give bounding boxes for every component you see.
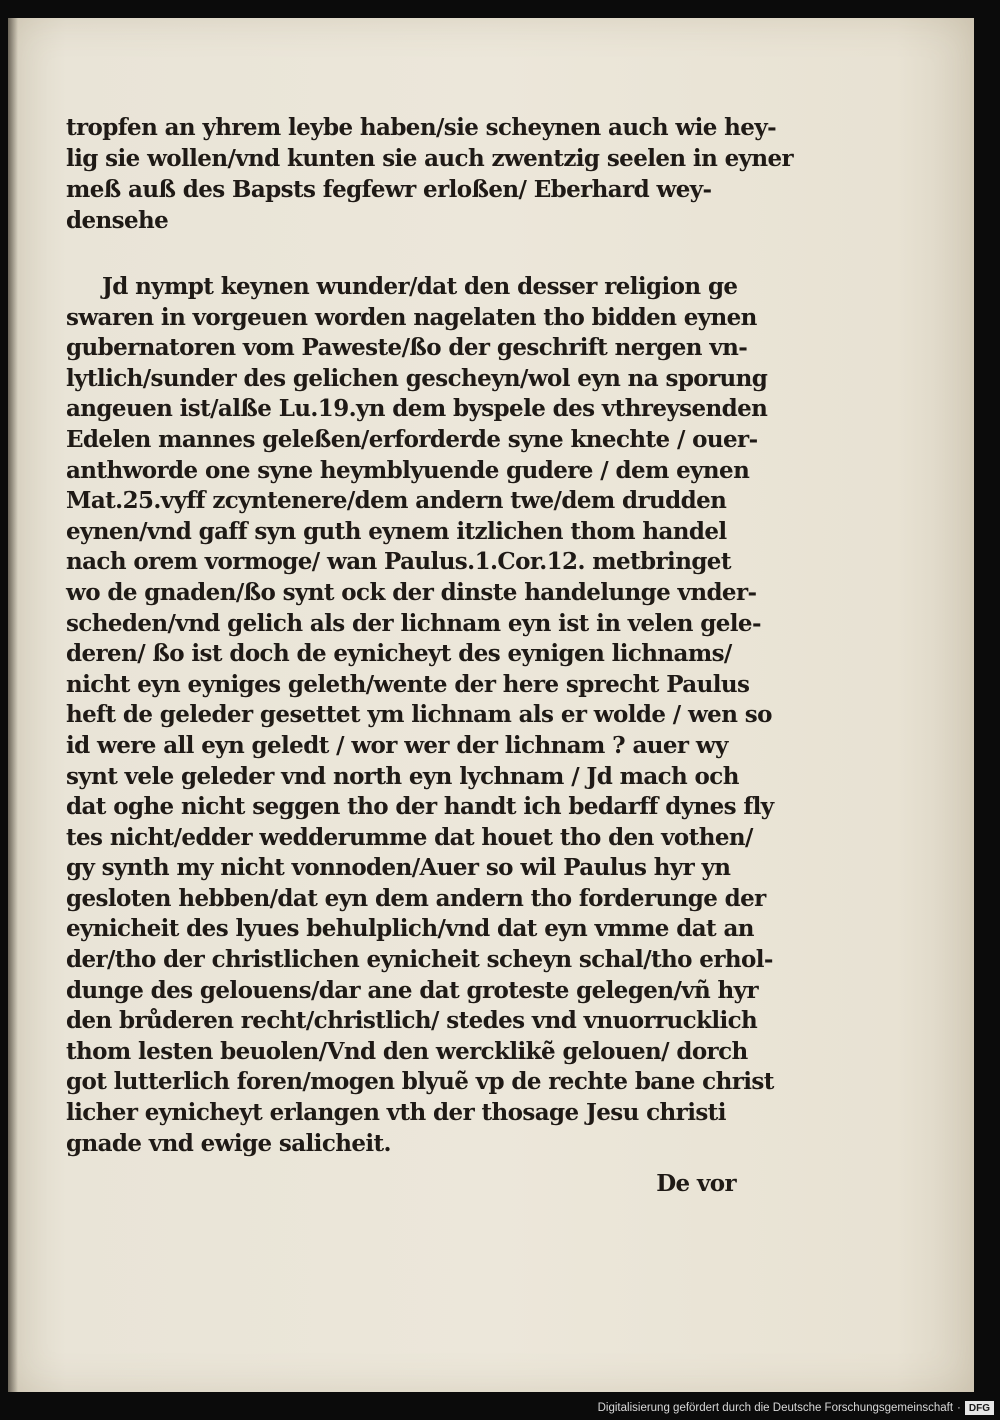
text-line: got lutterlich foren/mogen blyuẽ vp de rechte bane christ	[66, 1068, 774, 1096]
text-line: der/tho der christlichen eynicheit scheyn schal/tho erhol-	[66, 946, 773, 974]
text-line: gubernatoren vom Paweste/ßo der geschrift nergen vn-	[66, 334, 748, 362]
text-line: lig sie wollen/vnd kunten sie auch zwentzig seelen in eyner	[66, 145, 794, 172]
dfg-logo: DFG	[965, 1401, 994, 1415]
text-line: wo de gnaden/ßo synt ock der dinste handelunge vnder-	[66, 578, 757, 606]
footer-separator: ·	[957, 1402, 961, 1414]
text-line: deren/ ßo ist doch de eynicheyt des eynigen lichnams/	[66, 640, 732, 668]
text-line: Mat.25.vyff zcyntenere/dem andern twe/dem drudden	[66, 487, 727, 515]
paragraph-gap	[66, 236, 766, 272]
text-line: angeuen ist/alße Lu.19.yn dem byspele des vthreysenden	[66, 395, 768, 423]
scanned-page	[8, 18, 974, 1392]
text-line: den brůderen recht/christlich/ stedes vnd vnuorrucklich	[66, 1007, 758, 1035]
text-line: eynen/vnd gaff syn guth eynem itzlichen thom handel	[66, 517, 727, 545]
text-line: gy synth my nicht vonnoden/Auer so wil Paulus hyr yn	[66, 854, 731, 882]
text-line: eynicheit des lyues behulplich/vnd dat eyn vmme dat an	[66, 915, 754, 943]
text-line: gesloten hebben/dat eyn dem andern tho forderunge der	[66, 884, 766, 912]
text-line: dunge des gelouens/dar ane dat groteste gelegen/vñ hyr	[66, 976, 758, 1004]
text-line: anthworde one syne heymblyuende gudere / dem eynen	[66, 456, 750, 484]
text-line: swaren in vorgeuen worden nagelaten tho bidden eynen	[66, 303, 757, 331]
digitization-footer	[598, 1399, 994, 1417]
text-line: tropfen an yhrem leybe haben/sie scheynen auch wie hey-	[66, 114, 777, 141]
text-line: thom lesten beuolen/Vnd den wercklikẽ gelouen/ dorch	[66, 1037, 748, 1065]
text-line: nicht eyn eyniges geleth/wente der here sprecht Paulus	[66, 670, 750, 698]
text-line: Edelen mannes geleßen/erforderde syne knechte / ouer-	[66, 425, 758, 453]
text-line: scheden/vnd gelich als der lichnam eyn ist in velen gele-	[66, 609, 761, 637]
catchword: De vor	[656, 1170, 736, 1198]
text-line: heft de geleder gesettet ym lichnam als er wolde / wen so	[66, 701, 772, 729]
text-block	[66, 112, 794, 1199]
text-line: nach orem vormoge/ wan Paulus.1.Cor.12. metbringet	[66, 548, 731, 576]
text-line: lytlich/sunder des gelichen gescheyn/wol eyn na sporung	[66, 364, 768, 392]
text-line: meß auß des Bapsts fegfewr erloßen/ Eberhard wey-	[66, 176, 712, 203]
page-gutter-shadow	[8, 18, 18, 1392]
text-line: Jd nympt keynen wunder/dat den desser religion ge	[102, 273, 738, 300]
text-line: licher eynicheyt erlangen vth der thosage Jesu christi	[66, 1099, 726, 1127]
paragraph-continued	[66, 112, 794, 236]
text-line: synt vele geleder vnd north eyn lychnam / Jd mach och	[66, 762, 739, 790]
text-line: dat oghe nicht seggen tho der handt ich bedarff dynes fly	[66, 793, 774, 821]
footer-credit: Digitalisierung gefördert durch die Deutsche Forschungsgemeinschaft	[597, 1402, 954, 1414]
text-line: tes nicht/edder wedderumme dat houet tho den vothen/	[66, 823, 753, 851]
text-line: densehe	[66, 207, 169, 234]
paragraph-main	[66, 272, 774, 1159]
text-line: gnade vnd ewige salicheit.	[66, 1129, 391, 1157]
text-line: id were all eyn geledt / wor wer der lichnam ? auer wy	[66, 731, 728, 759]
